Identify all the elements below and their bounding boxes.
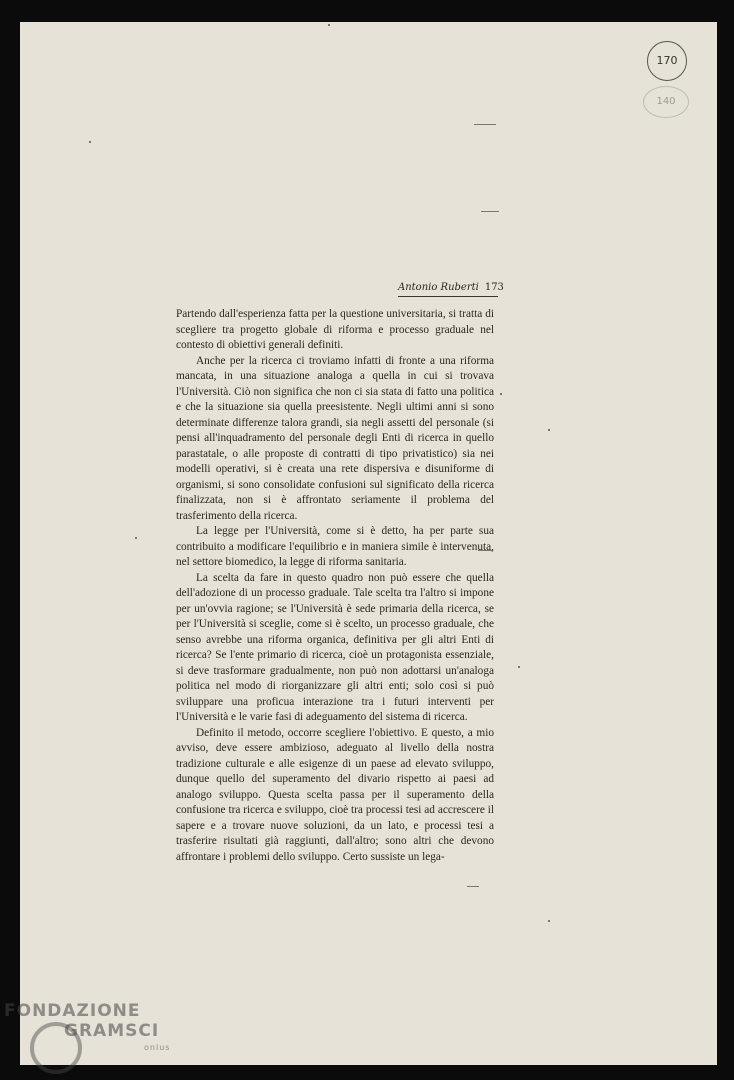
scan-dot <box>548 920 550 922</box>
scan-dot <box>500 393 502 395</box>
scan-dot <box>328 24 330 26</box>
watermark-line1: FONDAZIONE <box>4 1001 141 1021</box>
watermark-suffix: onlus <box>144 1043 171 1052</box>
scan-dot <box>548 429 550 431</box>
paragraph: La scelta da fare in questo quadro non può essere che quella dell'adozione di un processo graduale. Tale scelta tra l'altro si impone per un'ovvia ragione; se l'Università è sede primaria della ricerca, se per l'Università si sceglie, come si è scelto, un processo graduale, che senso avrebbe una riforma organica, definitiva per gli altri Enti di ricerca? Se l'ente primario di ricerca, cioè un protagonista essenziale, si deve trasformare gradualmente, non può non adottarsi un'analoga politica nel modo di riorganizzare gli altri enti; solo così si può sviluppare una proficua interazione tra i futuri interventi per l'Università e le varie fasi di adeguamento del sistema di ricerca. <box>176 571 494 723</box>
watermark-line2: GRAMSCI <box>64 1021 160 1041</box>
scan-dot <box>89 141 91 143</box>
scan-mark <box>474 124 496 125</box>
page-number: 173 <box>484 282 504 293</box>
header-rule <box>398 296 498 297</box>
paragraph: Partendo dall'esperienza fatta per la questione universitaria, si tratta di scegliere tra progetto globale di riforma e processo graduale nel contesto di obiettivi generali definiti. <box>176 308 494 351</box>
scan-dot <box>135 537 137 539</box>
paragraph: Definito il metodo, occorre scegliere l'obiettivo. E questo, a mio avviso, deve essere ambizioso, adeguato al livello della nostra tradizione culturale e alle esigenze di un paese ad elevato sviluppo, dunque quello del superamento del divario rispetto ai paesi ad analogo sviluppo. Questa scelta passa per il superamento della confusione tra ricerca e sviluppo, cioè tra processi tesi ad accrescere il sapere e a trovare nuove soluzioni, da un lato, e processi tesi a trasferire risultati già raggiunti, dall'altro; sono altri che devono affrontare i problemi dello sviluppo. Certo sussiste un lega- <box>176 726 494 863</box>
body-text <box>176 307 494 865</box>
header-author: Antonio Ruberti <box>398 282 479 293</box>
scan-dot <box>518 666 520 668</box>
paragraph: Anche per la ricerca ci troviamo infatti di fronte a una riforma mancata, in una situazione analoga a quella in cui si trovava l'Università. Ciò non significa che non ci sia stata di fatto una politica e che la situazione sia quella preesistente. Negli ultimi anni si sono determinate differenze talora grandi, sia negli assetti del personale (si pensi all'inquadramento del personale degli Enti di ricerca in quello parastatale, o alle proposte di contratti di tipo privatistico) sia nei modelli operativi, si è creata una rete dispersiva e disuniforme di organismi, si sono consolidate confusioni sul significato della ricerca finalizzata, non si è affrontato seriamente il problema del trasferimento della ricerca. <box>176 354 494 522</box>
scan-mark <box>467 886 479 887</box>
scan-mark <box>481 211 499 212</box>
paragraph: La legge per l'Università, come si è detto, ha per parte sua contribuito a modificare l'equilibrio e in maniera simile è intervenuta, nel settore biomedico, la legge di riforma sanitaria. <box>176 525 494 568</box>
secondary-stamp: 140 <box>643 86 689 118</box>
running-header <box>398 282 504 293</box>
folio-stamp: 170 <box>647 41 687 81</box>
watermark-logo <box>4 1001 170 1052</box>
